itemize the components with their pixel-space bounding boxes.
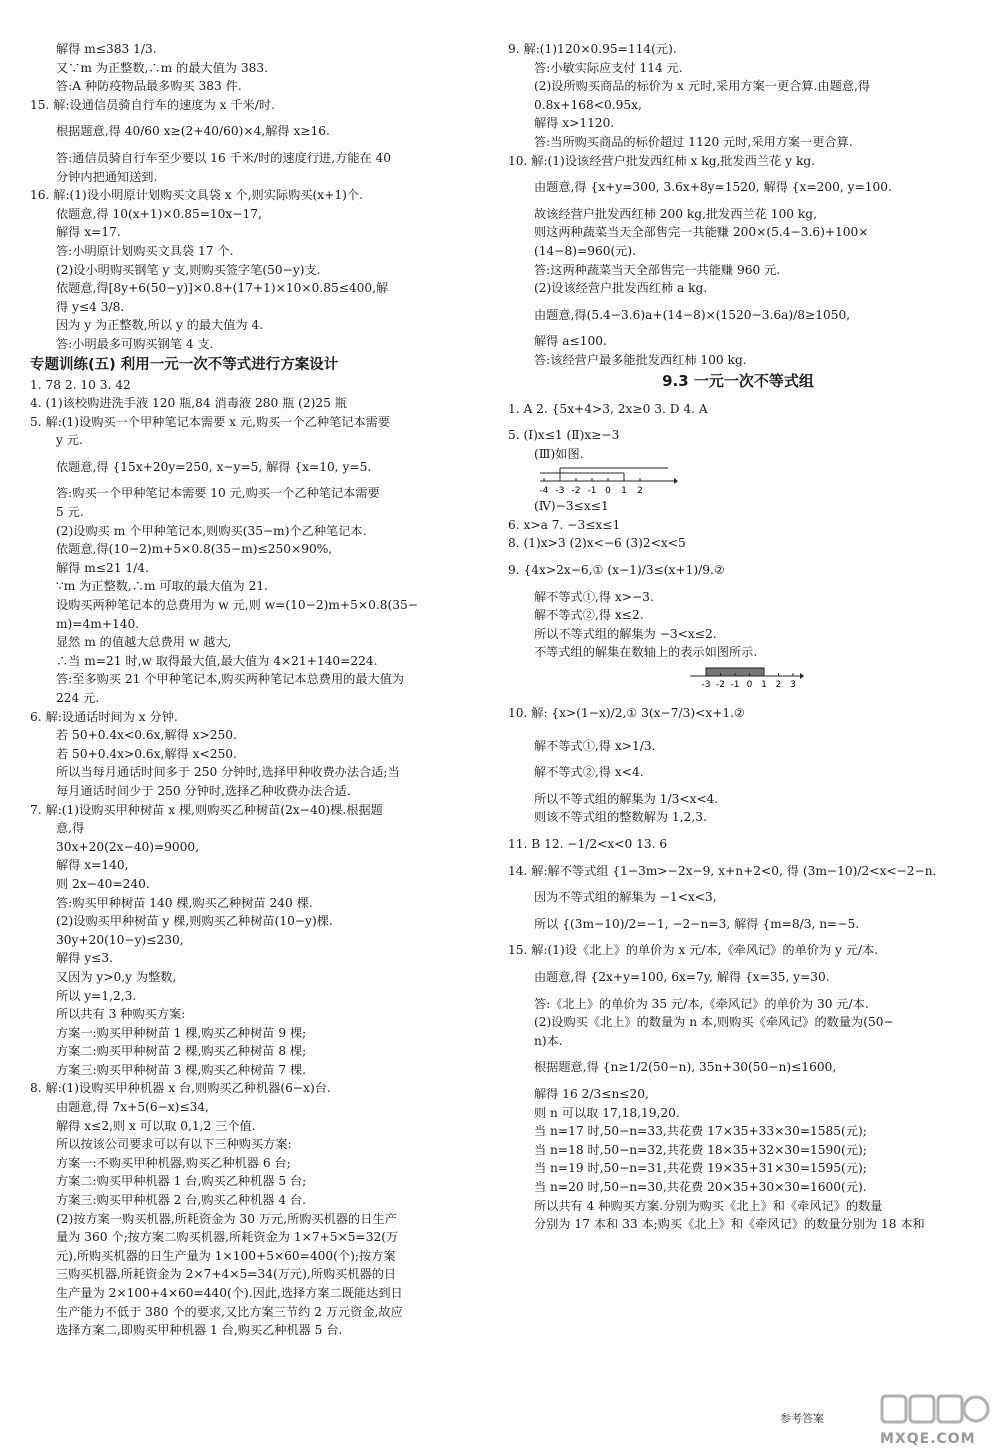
text-line: 解不等式①,得 x>−3. [534, 589, 654, 604]
text-line: 每月通话时间少于 250 分钟时,选择乙种收费办法合适. [56, 783, 351, 798]
text-line: 解得 x=140, [56, 858, 129, 873]
text-line: (Ⅳ)−3≤x≤1 [534, 499, 609, 514]
text-line: (2)设小明购买钢笔 y 支,则购买签字笔(50−y)支. [56, 262, 321, 277]
text-line: 则 n 可以取 17,18,19,20. [534, 1105, 680, 1120]
text-line: y 元. [56, 433, 83, 448]
tick-label: 0 [746, 680, 753, 691]
text-line: 若 50+0.4x<0.6x,解得 x>250. [56, 728, 237, 743]
text-line: 因为不等式组的解集为 −1<x<3, [534, 890, 717, 905]
text-line: 因为 y 为正整数,所以 y 的最大值为 4. [56, 318, 264, 333]
tick-label: -1 [730, 680, 740, 691]
text-line: 8. (1)x>3 (2)x<−6 (3)2<x<5 [508, 536, 686, 551]
text-line: 答:小敏实际应支付 114 元. [534, 60, 683, 75]
text-line: 所以按该公司要求可以有以下三种购买方案: [56, 1137, 292, 1152]
tick-label: -3 [555, 486, 565, 497]
arrow-head-icon [674, 478, 678, 484]
text-line: 0.8x+168<0.95x, [534, 97, 642, 112]
problem-9: 9. 解:(1)120×0.95=114(元). [508, 42, 677, 56]
problem-6: 6. 解:设通话时间为 x 分钟. [30, 709, 178, 724]
text-line: 则这两种蔬菜当天全部售完一共能赚 200×(5.4−3.6)+100× [534, 225, 869, 240]
footer-reference-answer: 参考答案 [780, 1412, 824, 1425]
text-line: 则 2x−40=240. [56, 876, 150, 891]
text-line: 当 n=17 时,50−n=33,共花费 17×35+33×30=1585(元); [534, 1124, 867, 1139]
text-line: 显然 m 的值越大总费用 w 越大, [56, 635, 232, 650]
text-line: 解得 a≤100. [534, 334, 607, 349]
watermark-logo-icon [880, 1392, 990, 1428]
tick-label: -2 [571, 486, 581, 497]
text-line: 当 n=18 时,50−n=32,共花费 18×35+32×30=1590(元); [534, 1142, 867, 1157]
text-line: 方案二:购买甲种树苗 2 棵,购买乙种树苗 8 棵; [56, 1044, 307, 1059]
text-line: 由题意,得 {x+y=300, 3.6x+8y=1520, 解得 {x=200, y=100. [534, 180, 892, 195]
text-line: 解得 m≤383 1/3. [56, 42, 157, 56]
tick-label: -3 [701, 680, 711, 691]
text-line: 5. (Ⅰ)x≤1 (Ⅱ)x≥−3 [508, 428, 620, 443]
text-line: (2)设购买《北上》的数量为 n 本,则购买《牵风记》的数量为(50− [534, 1015, 894, 1030]
text-line: 224 元. [56, 691, 100, 705]
text-line: 答:通信员骑自行车至少要以 16 千米/时的速度行进,方能在 40 [56, 150, 392, 165]
text-line: 方案三:购买甲种树苗 3 棵,购买乙种树苗 7 棵. [56, 1062, 307, 1077]
text-line: 若 50+0.4x>0.6x,解得 x<250. [56, 746, 237, 761]
text-line: 方案一:不购买甲种机器,购买乙种机器 6 台; [56, 1155, 291, 1170]
text-line: 由题意,得 {2x+y=100, 6x=7y, 解得 {x=35, y=30. [534, 969, 830, 984]
problem-14: 14. 解:解不等式组 {1−3m>−2x−9, x+n+2<0, 得 (3m−10)/2<x<−2−n. [508, 863, 937, 878]
text-line: 当 n=20 时,50−n=30,共花费 20×35+30×30=1600(元). [534, 1179, 867, 1194]
problem-5: 5. 解:(1)设购买一个甲种笔记本需要 x 元,购买一个乙种笔记本需要 [30, 414, 391, 429]
text-line: 答:购买甲种树苗 140 棵,购买乙种树苗 240 棵. [56, 895, 313, 910]
problem-16: 16. 解:(1)设小明原计划购买文具袋 x 个,则实际购买(x+1)个. [30, 188, 363, 203]
text-line: 解得 m≤21 1/4. [56, 560, 149, 575]
text-line: 4. (1)该校购进洗手液 120 瓶,84 消毒液 280 瓶 (2)25 瓶 [30, 396, 347, 411]
tick-label: 0 [605, 486, 611, 497]
text-line: 生产量为 2×100+4×60=440(个).因此,选择方案二既能达到日 [56, 1286, 403, 1300]
text-line: 所以不等式组的解集为 1/3<x<4. [534, 791, 719, 806]
tick-label: -4 [539, 486, 549, 497]
text-line: 三购买机器,所耗资金为 2×7+4×5=34(万元),所购买机器的日 [56, 1267, 397, 1282]
text-line: m)=4m+140. [56, 616, 140, 631]
problem-9-system: 9. {4x>2x−6,① (x−1)/3≤(x+1)/9.② [508, 563, 725, 578]
text-line: 由题意,得(5.4−3.6)a+(14−8)×(1520−3.6a)/8≥1050, [534, 307, 851, 322]
text-line: 解得 x≤2,则 x 可以取 0,1,2 三个值. [56, 1118, 256, 1133]
problem-10-system: 10. 解: {x>(1−x)/2,① 3(x−7/3)<x+1.② [508, 706, 745, 721]
problem-10: 10. 解:(1)设该经营户批发西红柿 x kg,批发西兰花 y kg. [508, 153, 816, 168]
right-column [508, 40, 968, 1234]
text-line: (2)设购买 m 个甲种笔记本,则购买(35−m)个乙种笔记本. [56, 523, 367, 538]
text-line: 依题意,得[8y+6(50−y)]×0.8+(17+1)×10×0.85≤400,解 [56, 281, 389, 296]
text-line: 6. x>a 7. −3≤x≤1 [508, 517, 621, 532]
text-line: ∴当 m=21 时,w 取得最大值,最大值为 4×21+140=224. [56, 653, 378, 668]
text-line: 所以 {(3m−10)/2=−1, −2−n=3, 解得 {m=8/3, n=−5. [534, 916, 860, 931]
tick-label: -1 [587, 486, 597, 497]
text-line: 选择方案二,即购买甲种机器 1 台,购买乙种机器 5 台. [56, 1323, 343, 1338]
text-line: 又因为 y>0,y 为整数, [56, 969, 177, 984]
text-line: 依题意,得(10−2)m+5×0.8(35−m)≤250×90%, [56, 542, 333, 557]
text-line: 11. B 12. −1/2<x<0 13. 6 [508, 837, 668, 851]
text-line: 答:购买一个甲种笔记本需要 10 元,购买一个乙种笔记本需要 [56, 486, 380, 501]
text-line: 解不等式②,得 x≤2. [534, 608, 644, 623]
text-line: 答:《北上》的单价为 35 元/本,《牵风记》的单价为 30 元/本. [534, 996, 869, 1011]
number-line-figure-a [538, 463, 968, 497]
text-line: 分钟内把通知送到. [56, 169, 158, 184]
text-line: 依题意,得 {15x+20y=250, x−y=5, 解得 {x=10, y=5. [56, 459, 372, 474]
text-line: 设购买两种笔记本的总费用为 w 元,则 w=(10−2)m+5×0.8(35− [56, 598, 418, 613]
text-line: 方案二:购买甲种机器 1 台,购买乙种机器 5 台; [56, 1174, 307, 1189]
text-line: 得 y≤4 3/8. [56, 299, 125, 314]
text-line: 方案三:购买甲种机器 2 台,购买乙种机器 4 台. [56, 1193, 307, 1208]
number-line-a-svg [538, 463, 678, 497]
text-line: ∵m 为正整数,∴m 可取的最大值为 21. [56, 579, 268, 594]
section-title-9-3: 9.3 一元一次不等式组 [662, 371, 814, 390]
text-line: 量为 360 个;按方案二购买机器,所耗资金为 1×7+5×5=32(万 [56, 1230, 399, 1245]
text-line: 答:小明原计划购买文具袋 17 个. [56, 243, 234, 258]
number-line-b-svg [688, 662, 808, 690]
text-line: 不等式组的解集在数轴上的表示如图所示. [534, 645, 758, 660]
text-line: 元),所购买机器的日生产量为 1×100+5×60=400(个);按方案 [56, 1248, 396, 1263]
text-line: 由题意,得 7x+5(6−x)≤34, [56, 1100, 210, 1115]
text-line: 当 n=19 时,50−n=31,共花费 19×35+31×30=1595(元); [534, 1161, 867, 1176]
text-line: (14−8)=960(元). [534, 243, 637, 258]
text-line: 方案一:购买甲种树苗 1 棵,购买乙种树苗 9 棵; [56, 1025, 307, 1040]
number-line-figure-b [688, 662, 968, 690]
text-line: 解不等式①,得 x>1/3. [534, 738, 656, 753]
problem-8: 8. 解:(1)设购买甲种机器 x 台,则购买乙种机器(6−x)台. [30, 1081, 331, 1096]
section-title-special-training: 专题训练(五) 利用一元一次不等式进行方案设计 [30, 356, 339, 373]
text-line: 意,得 [56, 821, 85, 836]
text-line: 所以共有 4 种购买方案.分别为购买《北上》和《牵风记》的数量 [534, 1198, 883, 1213]
text-line: (2)设该经营户批发西红柿 a kg. [534, 281, 708, 296]
text-line: 根据题意,得 {n≥1/2(50−n), 35n+30(50−n)≤1600, [534, 1060, 837, 1075]
text-line: 1. 78 2. 10 3. 42 [30, 377, 131, 392]
text-line: 根据题意,得 40/60 x≥(2+40/60)×4,解得 x≥16. [56, 124, 330, 139]
text-line: 30x+20(2x−40)=9000, [56, 839, 200, 854]
text-line: 解不等式②,得 x<4. [534, 765, 644, 780]
text-line: (Ⅲ)如图. [534, 446, 584, 461]
text-line: 答:A 种防疫物品最多购买 383 件. [56, 79, 242, 94]
text-line: 解得 y≤3. [56, 951, 113, 966]
text-line: 答:这两种蔬菜当天全部售完一共能赚 960 元. [534, 262, 781, 277]
text-line: (2)设所购买商品的标价为 x 元时,采用方案一更合算.由题意,得 [534, 79, 871, 94]
problem-7: 7. 解:(1)设购买甲种树苗 x 棵,则购买乙种树苗(2x−40)棵.根据题 [30, 802, 383, 817]
left-column [30, 40, 475, 1340]
text-line: 所以共有 3 种购买方案: [56, 1007, 186, 1022]
text-line: 所以 y=1,2,3. [56, 988, 137, 1003]
tick-label: 2 [637, 486, 643, 497]
problem-15: 15. 解:设通信员骑自行车的速度为 x 千米/时. [30, 97, 275, 112]
text-line: 依题意,得 10(x+1)×0.85=10x−17, [56, 206, 262, 221]
tick-label: -2 [716, 680, 725, 691]
text-line: 故该经营户批发西红柿 200 kg,批发西兰花 100 kg, [534, 206, 817, 221]
text-line: 30y+20(10−y)≤230, [56, 932, 184, 947]
watermark-text: MXQE.COM [880, 1431, 976, 1447]
tick-label: 1 [761, 680, 767, 691]
text-line: n)本. [534, 1033, 563, 1048]
tick-label: 3 [790, 680, 796, 691]
text-line: 则该不等式组的整数解为 1,2,3. [534, 810, 707, 825]
text-line: 答:至多购买 21 个甲种笔记本,购买两种笔记本总费用的最大值为 [56, 672, 405, 687]
text-line: 5 元. [56, 505, 84, 520]
text-line: 所以当每月通话时间多于 250 分钟时,选择甲种收费办法合适;当 [56, 765, 400, 780]
text-line: (2)按方案一购买机器,所耗资金为 30 万元,所购买机器的日生产 [56, 1211, 397, 1226]
tick-label: 2 [775, 680, 782, 691]
text-line: 答:当所购买商品的标价超过 1120 元时,采用方案一更合算. [534, 134, 853, 149]
text-line: 解得 x=17. [56, 225, 121, 240]
arrow-head-icon [800, 673, 804, 679]
text-line: (2)设购买甲种树苗 y 棵,则购买乙种树苗(10−y)棵. [56, 914, 333, 929]
text-line: 分别为 17 本和 33 本;购买《北上》和《牵风记》的数量分别为 18 本和 [534, 1217, 925, 1232]
text-line: 1. A 2. {5x+4>3, 2x≥0 3. D 4. A [508, 401, 708, 416]
text-line: 解得 16 2/3≤n≤20, [534, 1086, 649, 1101]
problem-15-right: 15. 解:(1)设《北上》的单价为 x 元/本,《牵风记》的单价为 y 元/本. [508, 943, 879, 958]
tick-label: 1 [621, 486, 627, 497]
text-line: 解得 x>1120. [534, 116, 615, 131]
text-line: 又∵m 为正整数,∴m 的最大值为 383. [56, 60, 268, 75]
text-line: 答:该经营户最多能批发西红柿 100 kg. [534, 352, 747, 367]
text-line: 生产能力不低于 380 个的要求,又比方案三节约 2 万元资金,故应 [56, 1304, 403, 1319]
text-line: 所以不等式组的解集为 −3<x≤2. [534, 626, 717, 641]
text-line: 答:小明最多可购买钢笔 4 支. [56, 336, 214, 351]
